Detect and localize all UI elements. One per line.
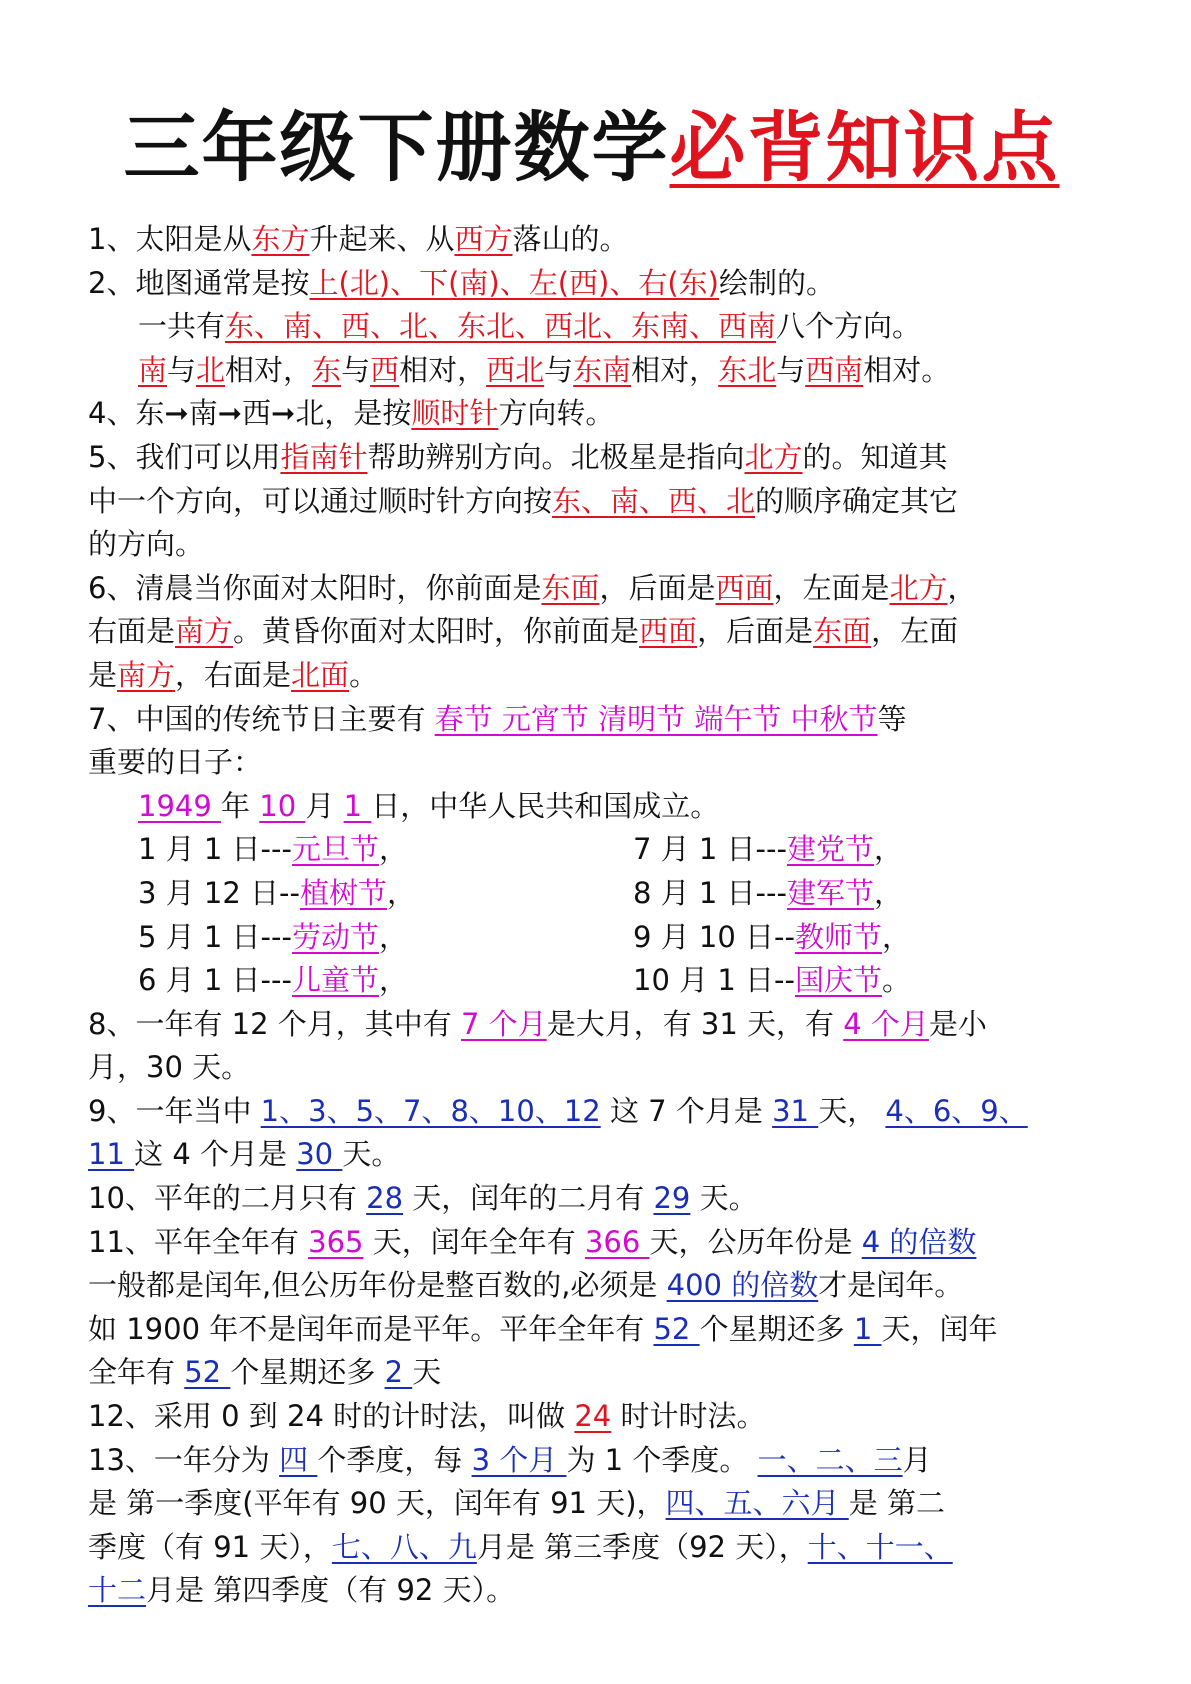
text-segment: 升起来、从 <box>309 222 455 256</box>
text-segment: 相对， <box>631 352 719 387</box>
highlighted-term: 植树节 <box>299 875 387 910</box>
text-segment: ， <box>947 570 977 605</box>
highlighted-term: 国庆节 <box>794 963 882 998</box>
text-segment: 的方向。 <box>88 527 205 562</box>
text-segment: 八个方向。 <box>776 309 922 344</box>
text-segment: 相对， <box>225 352 313 387</box>
text-segment: ， <box>378 919 408 954</box>
highlighted-term: 4 的倍数 <box>861 1224 977 1259</box>
title-main: 三年级下册数学 <box>123 103 670 192</box>
highlighted-term: 1 <box>853 1311 882 1346</box>
highlighted-term: 东南 <box>573 352 632 387</box>
text-line <box>88 436 1095 480</box>
text-segment: 月 <box>902 1442 932 1477</box>
highlighted-term: 东 <box>312 352 342 387</box>
highlighted-term: 4、6、9、 <box>885 1093 1028 1128</box>
text-segment: 绘制的。 <box>718 265 835 300</box>
highlighted-term: 教师节 <box>794 919 882 954</box>
text-segment: 6、清晨当你面对太阳时，你前面是 <box>88 570 542 605</box>
text-segment: 为 1 个季度。 <box>566 1442 758 1477</box>
holiday-col-left <box>138 963 408 997</box>
text-line <box>88 1133 1095 1177</box>
text-segment: 的顺序确定其它 <box>755 483 959 518</box>
text-segment: 8 月 1 日--- <box>633 875 787 910</box>
highlighted-term: 十、十一、 <box>807 1529 953 1564</box>
text-line <box>88 1351 1095 1395</box>
text-segment: 这 7 个月是 <box>600 1093 773 1128</box>
text-segment: 天。 <box>342 1137 401 1172</box>
text-segment: ，左面是 <box>773 570 890 605</box>
highlighted-term: 400 的倍数 <box>666 1268 819 1303</box>
text-segment: 5 月 1 日--- <box>138 919 292 954</box>
text-segment: 天，闰年全年有 <box>363 1224 585 1259</box>
text-segment: 9 月 10 日-- <box>633 919 795 954</box>
text-segment: 帮助辨别方向。北极星是指向 <box>367 439 745 474</box>
highlighted-term: 29 <box>653 1181 691 1216</box>
text-segment: 相对， <box>399 352 487 387</box>
holiday-row <box>88 916 1095 960</box>
text-segment: ，左面 <box>871 614 959 649</box>
text-segment: 8、一年有 12 个月，其中有 <box>88 1006 462 1041</box>
holiday-row <box>88 828 1095 872</box>
text-segment: 季度（有 91 天）， <box>88 1529 332 1564</box>
highlighted-term: 30 <box>296 1137 343 1172</box>
highlighted-term: 11 <box>88 1137 135 1172</box>
text-line <box>88 610 1095 654</box>
highlighted-term: 指南针 <box>280 439 368 474</box>
highlighted-term: 10 <box>259 788 306 823</box>
highlighted-term: 东面 <box>813 614 872 649</box>
title-highlight: 必背知识点 <box>669 103 1060 192</box>
text-segment: ， <box>881 919 911 954</box>
text-segment: 等 <box>877 701 907 736</box>
holiday-col-left <box>138 832 408 866</box>
text-segment: 一共有 <box>138 309 226 344</box>
text-line <box>88 1439 1095 1483</box>
highlighted-term: 28 <box>366 1181 404 1216</box>
text-segment: 这 4 个月是 <box>134 1137 297 1172</box>
text-segment: ， <box>378 963 408 998</box>
text-segment: 。 <box>349 657 379 692</box>
highlighted-term: 7 个月 <box>461 1006 547 1041</box>
text-line <box>88 218 1095 262</box>
highlighted-term: 2 <box>384 1355 413 1390</box>
text-segment: 才是闰年。 <box>818 1268 964 1303</box>
text-segment: 11、平年全年有 <box>88 1224 309 1259</box>
text-line <box>88 698 1095 742</box>
highlighted-term: 西北 <box>486 352 545 387</box>
highlighted-term: 七、八、九 <box>331 1529 477 1564</box>
text-segment: 全年有 <box>88 1355 185 1390</box>
text-segment: 是 <box>88 657 118 692</box>
text-segment: 天，公历年份是 <box>649 1224 862 1259</box>
highlighted-term: 东面 <box>541 570 600 605</box>
highlighted-term: 1949 <box>138 788 222 823</box>
text-segment: 月 <box>305 788 344 823</box>
highlighted-term: 十二 <box>88 1573 147 1608</box>
text-line <box>88 1526 1095 1570</box>
text-segment: 7 月 1 日--- <box>633 832 787 867</box>
text-segment: 1 月 1 日--- <box>138 832 292 867</box>
text-segment: ， <box>386 875 416 910</box>
text-segment: 天，闰年 <box>881 1311 998 1346</box>
text-segment: 与 <box>167 352 197 387</box>
highlighted-term: 南 <box>138 352 168 387</box>
text-segment: ，后面是 <box>599 570 716 605</box>
text-line <box>88 523 1095 567</box>
text-line <box>88 1395 1095 1439</box>
highlighted-term: 北 <box>196 352 226 387</box>
highlighted-term: 3 个月 <box>471 1442 567 1477</box>
holiday-row <box>88 872 1095 916</box>
text-segment: 个星期还多 <box>699 1311 854 1346</box>
text-line <box>88 262 1095 306</box>
holiday-row <box>88 959 1095 1003</box>
holiday-col-right <box>633 828 903 872</box>
highlighted-term: 52 <box>184 1355 231 1390</box>
text-segment: 日，中华人民共和国成立。 <box>371 788 720 823</box>
text-segment: 与 <box>544 352 574 387</box>
text-segment: 是 第二 <box>848 1486 945 1521</box>
text-line <box>88 741 1095 785</box>
highlighted-term: 东方 <box>251 222 310 256</box>
highlighted-term: 西南 <box>805 352 864 387</box>
highlighted-term: 西面 <box>639 614 698 649</box>
highlighted-term: 北面 <box>291 657 350 692</box>
text-segment: ，后面是 <box>697 614 814 649</box>
highlighted-term: 春节 元宵节 清明节 端午节 中秋节 <box>434 701 878 736</box>
highlighted-term: 儿童节 <box>291 963 379 998</box>
text-segment: 一般都是闰年,但公历年份是整百数的,必须是 <box>88 1268 667 1303</box>
text-segment: 中一个方向，可以通过顺时针方向按 <box>88 483 553 518</box>
text-segment: 12、采用 0 到 24 时的计时法，叫做 <box>88 1399 575 1434</box>
holiday-col-right <box>633 916 911 960</box>
text-segment: 2、地图通常是按 <box>88 265 310 300</box>
text-segment: 4、东➞南➞西➞北，是按 <box>88 396 412 431</box>
text-line <box>88 480 1095 524</box>
text-line <box>88 1177 1095 1221</box>
text-segment: 年 <box>221 788 260 823</box>
highlighted-term: 1 <box>343 788 372 823</box>
highlighted-term: 北方 <box>744 439 803 474</box>
highlighted-term: 南方 <box>175 614 234 649</box>
text-segment: 。黄昏你面对太阳时，你前面是 <box>233 614 640 649</box>
knowledge-points <box>88 218 1095 1613</box>
text-segment: 时计时法。 <box>611 1399 766 1434</box>
text-line <box>88 1090 1095 1134</box>
highlighted-term: 西 <box>370 352 400 387</box>
page-title <box>88 100 1095 196</box>
text-line <box>88 654 1095 698</box>
text-segment: 天。 <box>690 1181 758 1216</box>
text-segment: 的。知道其 <box>802 439 948 474</box>
highlighted-term: 365 <box>308 1224 364 1259</box>
text-segment: ， <box>378 832 408 867</box>
holiday-col-left <box>138 876 416 910</box>
text-segment: 天，闰年的二月有 <box>403 1181 654 1216</box>
text-line <box>88 349 1095 393</box>
text-segment: 是小 <box>928 1006 987 1041</box>
text-line <box>88 1482 1095 1526</box>
text-segment: 是 第一季度(平年有 90 天，闰年有 91 天)， <box>88 1486 666 1521</box>
highlighted-term: 建党节 <box>786 832 874 867</box>
text-segment: 1、太阳是从 <box>88 222 252 256</box>
highlighted-term: 1、3、5、7、8、10、12 <box>260 1093 601 1128</box>
highlighted-term: 东北 <box>718 352 777 387</box>
text-segment: 重要的日子： <box>88 745 263 780</box>
highlighted-term: 四 <box>279 1442 318 1477</box>
highlighted-term: 东、南、西、北、东北、西北、东南、西南 <box>225 309 777 344</box>
text-line <box>88 1264 1095 1308</box>
text-segment: 是大月，有 31 天，有 <box>546 1006 844 1041</box>
highlighted-term: 366 <box>584 1224 650 1259</box>
text-line <box>88 785 1095 829</box>
text-segment: ，右面是 <box>175 657 292 692</box>
text-segment: 13、一年分为 <box>88 1442 280 1477</box>
highlighted-term: 24 <box>574 1399 612 1434</box>
text-segment: 落山的。 <box>512 222 629 256</box>
text-line <box>88 1308 1095 1352</box>
text-segment: 月，30 天。 <box>88 1050 251 1085</box>
highlighted-term: 西方 <box>454 222 513 256</box>
text-segment: 月是 第四季度（有 92 天）。 <box>146 1573 516 1608</box>
text-segment: 右面是 <box>88 614 176 649</box>
text-segment: 。 <box>881 963 911 998</box>
text-segment: 5、我们可以用 <box>88 439 281 474</box>
text-segment: 9、一年当中 <box>88 1093 261 1128</box>
text-segment: 相对。 <box>863 352 951 387</box>
holiday-col-right <box>633 872 903 916</box>
text-segment: ， <box>873 832 903 867</box>
holiday-col-right <box>633 959 911 1003</box>
text-segment: 天 <box>412 1355 442 1390</box>
highlighted-term: 东、南、西、北 <box>552 483 756 518</box>
text-segment: 天， <box>818 1093 886 1128</box>
highlighted-term: 建军节 <box>786 875 874 910</box>
text-line <box>88 305 1095 349</box>
highlighted-term: 4 个月 <box>843 1006 929 1041</box>
highlighted-term: 西面 <box>715 570 774 605</box>
highlighted-term: 52 <box>653 1311 700 1346</box>
text-segment: 10 月 1 日-- <box>633 963 795 998</box>
text-line <box>88 1221 1095 1265</box>
text-segment: 个星期还多 <box>230 1355 385 1390</box>
highlighted-term: 上(北)、下(南)、左(西)、右(东) <box>309 265 719 300</box>
highlighted-term: 31 <box>772 1093 819 1128</box>
text-line <box>88 567 1095 611</box>
text-segment: 7、中国的传统节日主要有 <box>88 701 435 736</box>
text-segment: 与 <box>341 352 371 387</box>
text-segment: 如 1900 年不是闰年而是平年。平年全年有 <box>88 1311 654 1346</box>
text-line <box>88 1003 1095 1047</box>
text-segment: 月是 第三季度（92 天）， <box>476 1529 808 1564</box>
highlighted-term: 元旦节 <box>291 832 379 867</box>
highlighted-term: 劳动节 <box>291 919 379 954</box>
text-line <box>88 1569 1095 1613</box>
text-line <box>88 392 1095 436</box>
highlighted-term: 顺时针 <box>411 396 499 431</box>
text-segment: 方向转。 <box>498 396 615 431</box>
text-segment: 10、平年的二月只有 <box>88 1181 367 1216</box>
text-segment: 6 月 1 日--- <box>138 963 292 998</box>
text-segment: ， <box>873 875 903 910</box>
highlighted-term: 四、五、六月 <box>665 1486 849 1521</box>
text-segment: 个季度，每 <box>317 1442 472 1477</box>
text-segment: 3 月 12 日-- <box>138 875 300 910</box>
holiday-col-left <box>138 920 408 954</box>
text-segment: 与 <box>776 352 806 387</box>
highlighted-term: 一、二、三 <box>757 1442 903 1477</box>
highlighted-term: 北方 <box>889 570 948 605</box>
text-line <box>88 1046 1095 1090</box>
highlighted-term: 南方 <box>117 657 176 692</box>
